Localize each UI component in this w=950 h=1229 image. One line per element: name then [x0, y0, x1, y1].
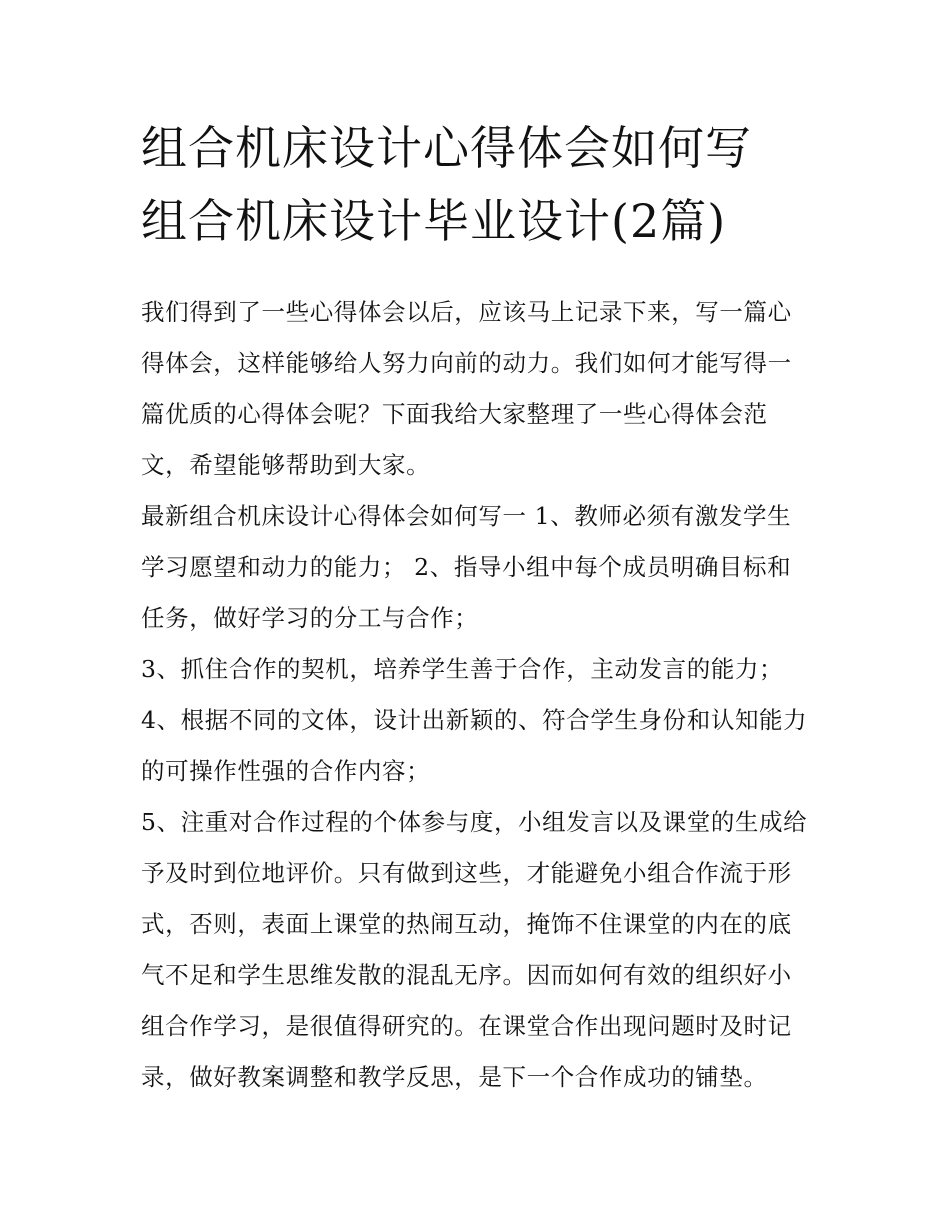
document-page — [141, 112, 813, 1103]
paragraph-point-3: 3、抓住合作的契机，培养学生善于合作，主动发言的能力； — [141, 655, 784, 683]
title-line-2: 组合机床设计毕业设计(2篇) — [141, 194, 727, 248]
title-line-1: 组合机床设计心得体会如何写 — [141, 121, 752, 175]
paragraph-points-1-2: 最新组合机床设计心得体会如何写一 1、教师必须有激发学生学习愿望和动力的能力； 2、指导小组中每个成员明确目标和任务，做好学习的分工与合作； — [141, 502, 792, 632]
paragraph-point-5: 5、注重对合作过程的个体参与度，小组发言以及课堂的生成给予及时到位地评价。只有做到这些，才能避免小组合作流于形式，否则，表面上课堂的热闹互动，掩饰不住课堂的内在的底气不足和学生思维发散的混乱无序。因而如何有效的组织好小组合作学习，是很值得研究的。在课堂合作出现问题时及时记录，做好教案调整和教学反思，是下一个合作成功的铺垫。 — [141, 808, 808, 1091]
paragraph-point-4: 4、根据不同的文体，设计出新颖的、符合学生身份和认知能力的可操作性强的合作内容； — [141, 706, 808, 785]
document-body — [141, 287, 813, 1103]
paragraph-intro: 我们得到了一些心得体会以后，应该马上记录下来，写一篇心得体会，这样能够给人努力向前的动力。我们如何才能写得一篇优质的心得体会呢？下面我给大家整理了一些心得体会范文，希望能够帮助到大家。 — [141, 298, 792, 479]
document-title — [141, 112, 813, 258]
